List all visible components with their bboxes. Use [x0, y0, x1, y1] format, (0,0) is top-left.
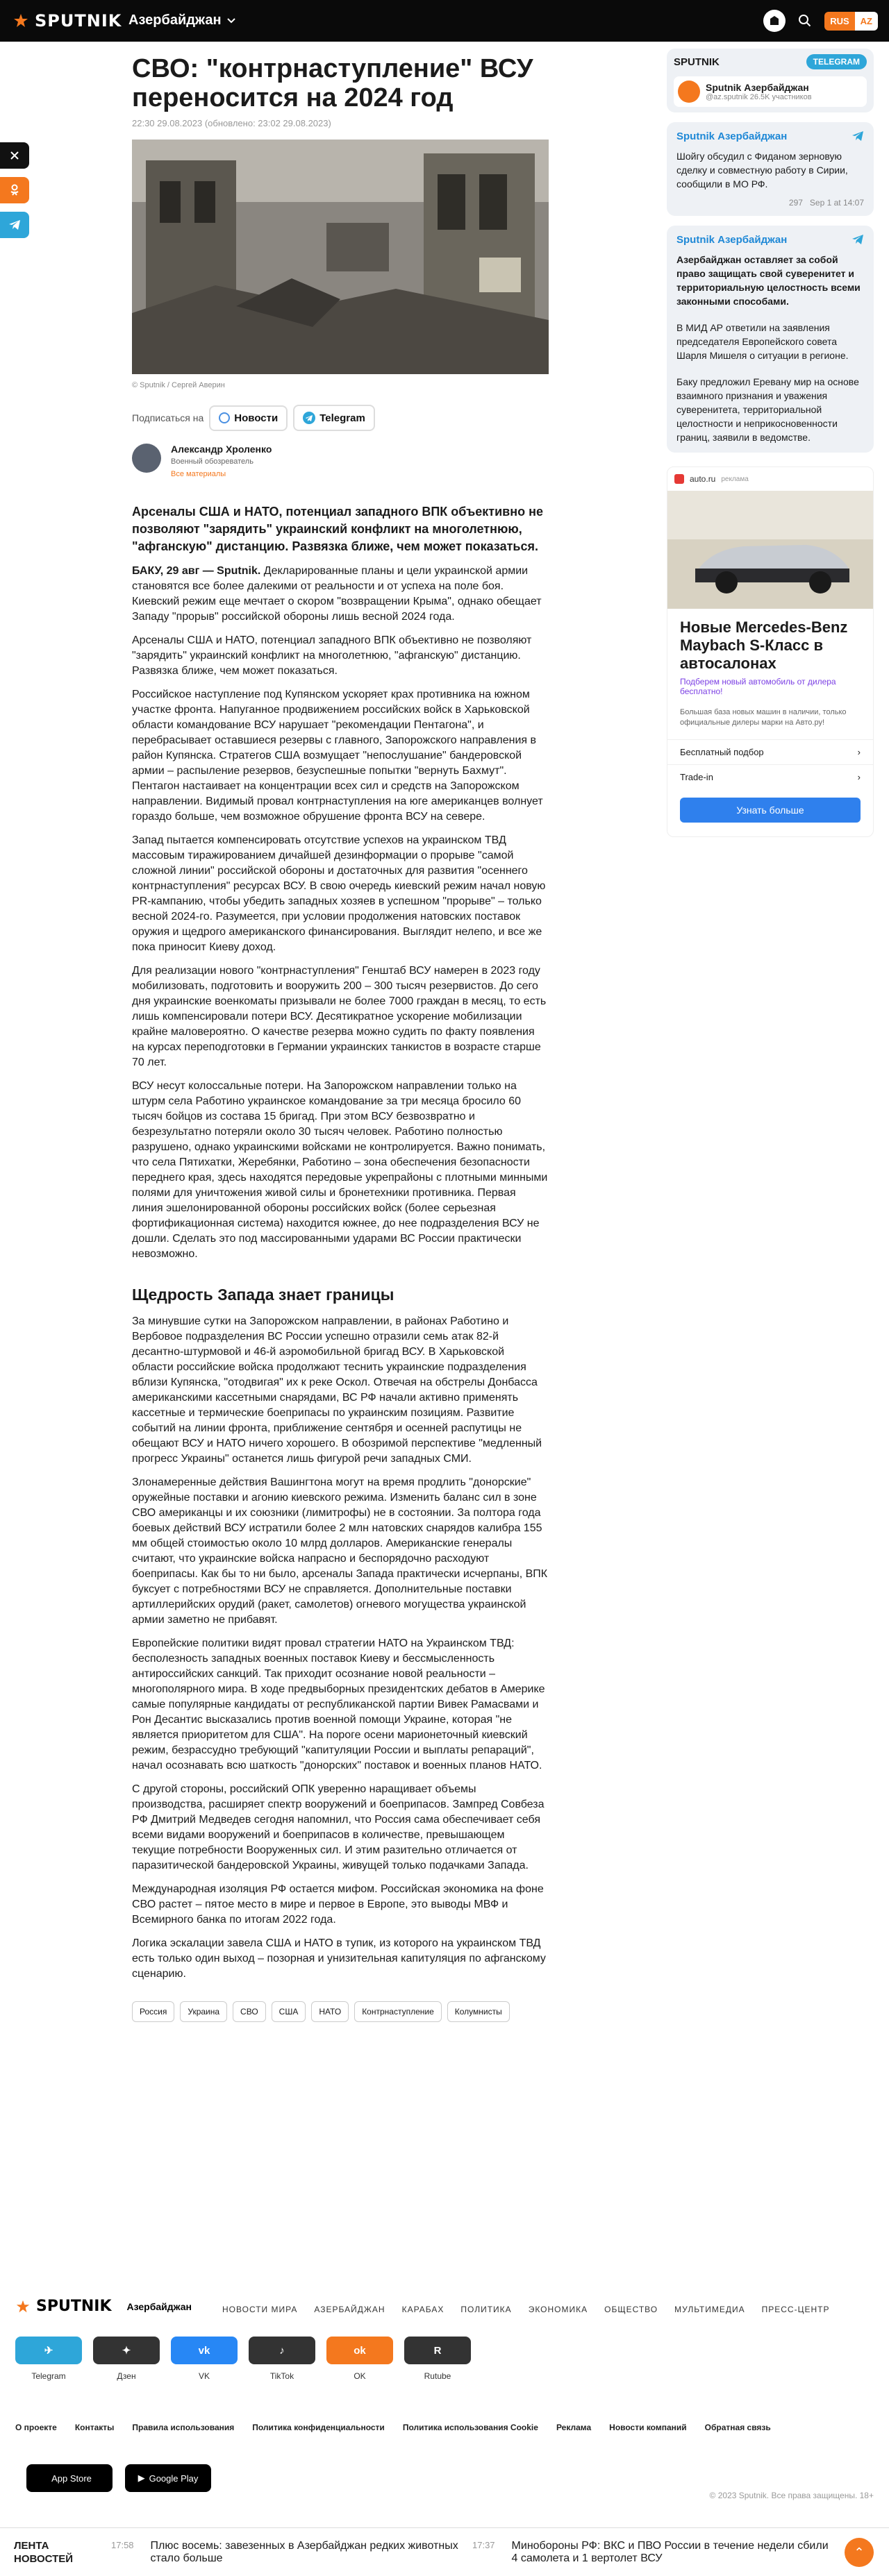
chevron-down-icon — [227, 18, 235, 24]
post-time: Sep 1 at 14:07 — [809, 198, 864, 208]
footer-nav-item[interactable]: КАРАБАХ — [401, 2305, 444, 2314]
paragraph: За минувшие сутки на Запорожском направлении, в районах Работино и Вербовое подразделения ВС России успешно отразили семь атак 82-й десантно-штурмовой и 46-й аэромобильной бригад ВСУ. В Харьковской области российские войска продолжают теснить украинские подразделения вблизи Купянска, "отодвигая" их к реке Оскол. Отвечая на обстрелы Донбасса американскими кассетными снарядами, ВС РФ начали активно применять кассетные и термические боеприпасы по украинским позициям. Развитие событий на линии фронта, приближение сентября и осенней распутицы не обещают ВСУ и НАТО ничего хорошего. В обозримой перспективе "медленный прогресс Украины" останется лишь фигурой речи западных СМИ. — [132, 1315, 542, 1465]
post-author: Sputnik Азербайджан — [676, 131, 788, 142]
tag-list — [132, 2001, 549, 2022]
paragraph: Для реализации нового "контрнаступления" Генштаб ВСУ намерен в 2023 году мобилизовать, подготовить и вооружить 200 – 300 тысяч резервистов. До сего дня украинские военкоматы призывали не более 7000 граждан в месяц, то есть лишь компенсировали потери ВСУ. Десятикратное ускорение мобилизации крайне маловероятно. О качестве резерва можно судить по факту появления на курсах переподготовки в Германии украинских танкистов в возрасте старше 70 лет. — [132, 965, 547, 1068]
channel-name[interactable]: Sputnik Азербайджан — [706, 82, 809, 93]
search-icon[interactable] — [798, 14, 812, 28]
tag[interactable]: Колумнисты — [447, 2001, 510, 2022]
footer-link[interactable]: Правила использования — [132, 2423, 235, 2432]
paragraph-text: Декларированные планы и цели украинской армии становятся все более далекими от реальности и от успеха на поле боя. Киевский режим еще мечтает о скором "возвращении Крыма", однако обещает Западу "прорыв" российской обороны лишь весной 2024 года. — [132, 565, 542, 623]
widget-logo: SPUTNIK — [674, 56, 720, 68]
paragraph: Логика эскалации завела США и НАТО в тупик, из которого на украинском ТВД есть только один выход – позорная и унизительная капитуляция по афганскому сценарию. — [132, 1937, 546, 1980]
footer-nav-item[interactable]: АЗЕРБАЙДЖАН — [314, 2305, 385, 2314]
ticker-item[interactable] — [472, 2540, 833, 2565]
subscribe-bar — [132, 405, 549, 431]
avatar[interactable] — [132, 444, 161, 473]
ad-option[interactable] — [667, 764, 873, 789]
article-date: 22:30 29.08.2023 (обновлено: 23:02 29.08.2023) — [132, 118, 331, 128]
language-switch[interactable] — [824, 12, 878, 31]
google-play-label: Google Play — [149, 2473, 199, 2484]
share-ok-button[interactable] — [0, 177, 29, 203]
region-label: Азербайджан — [128, 12, 222, 28]
post-text: Баку предложил Еревану мир на основе взаимного признания и уважения суверенитета, территориальной целостности и неприкосновенности границ, заявили в ведомстве. — [676, 376, 859, 443]
ad-source: auto.ru — [690, 474, 716, 484]
news-ticker — [0, 2527, 889, 2576]
ticker-time: 17:37 — [472, 2539, 495, 2550]
telegram-post[interactable] — [667, 226, 874, 453]
social-telegram[interactable] — [15, 2337, 82, 2381]
telegram-icon — [851, 234, 864, 245]
ticker-text: Плюс восемь: завезенных в Азербайджан редких животных стало больше — [150, 2539, 458, 2564]
chevron-up-icon: ⌃ — [854, 2545, 865, 2559]
footer-link[interactable]: Политика конфиденциальности — [252, 2423, 385, 2432]
rutube-icon: R — [404, 2337, 471, 2364]
tiktok-icon: ♪ — [249, 2337, 315, 2364]
chevron-right-icon: › — [857, 772, 861, 782]
social-rutube[interactable] — [404, 2337, 471, 2381]
footer-nav-item[interactable]: ОБЩЕСТВО — [604, 2305, 658, 2314]
ad-description: Большая база новых машин в наличии, только официальные дилеры марки на Авто.ру! — [680, 708, 847, 727]
author-block — [132, 444, 549, 478]
copyright: © 2023 Sputnik. Все права защищены. 18+ — [709, 2491, 874, 2500]
subscribe-telegram-label: Telegram — [319, 412, 365, 424]
post-text: В МИД АР ответили на заявления председателя Европейского совета Шарля Мишеля о ситуации в регионе. — [676, 322, 849, 361]
channel-handle: @az.sputnik 26.5K участников — [706, 93, 812, 101]
social-label: Дзен — [117, 2371, 136, 2381]
paragraph: Российское наступление под Купянском ускоряет крах противника на южном участке фронта. Напуганное продвижением российских войск в Харьковской области командование ВСУ нарушает "рекомендации Пентагона", и перебрасывает оставшиеся резервы с главного, Запорожского направления в район Купянска. Стратегов США возмущает "непослушание" бандеровской армии – распыление резервов, безуспешные попытки "вернуть Бахмут". Пентагон настаивает на концентрации всех сил и средств на Запорожском направлении. Видимый провал контрнаступления на юге американцев волнует гораздо больше, чем возможное обрушение фронта ВСУ на севере. — [132, 689, 543, 823]
footer-link[interactable]: Обратная связь — [704, 2423, 771, 2432]
app-badges — [26, 2464, 211, 2492]
ad-title: Новые Mercedes-Benz Maybach S-Класс в автосалонах — [680, 618, 848, 672]
image-caption: © Sputnik / Сергей Аверин — [132, 381, 225, 389]
dateline: БАКУ, 29 авг — Sputnik. — [132, 565, 261, 577]
logo-text: SPUTNIK — [36, 2298, 112, 2315]
paragraph: Злонамеренные действия Вашингтона могут на время продлить "донорские" оружейные поставки и агонию киевского режима. Изменить баланс сил в зоне СВО американцы и их союзники (лимитрофы) не в состоянии. За полтора года боевых действий ВСУ истратили более 2 млн натовских снарядов калибра 155 мм общей стоимостью около 10 млрд долларов. Американские генералы считают, что украинские войска напрасно и беспорядочно расходуют боеприпасы. Как бы то ни было, арсеналы Запада практически исчерпаны, ВПК буксует с потребностями ВСУ не справляется. Дополнительные поставки артиллерийских орудий (ракет, самолетов) огневого могущества украинской армии заметно не прибавят. — [132, 1476, 548, 1626]
ad-option-label: Бесплатный подбор — [680, 747, 764, 757]
social-links — [15, 2337, 471, 2381]
ad-cta-button[interactable]: Узнать больше — [680, 798, 861, 823]
social-label: Rutube — [424, 2371, 451, 2381]
ok-icon — [10, 184, 19, 196]
social-vk[interactable] — [171, 2337, 238, 2381]
footer-nav — [222, 2305, 829, 2314]
ad-option[interactable] — [667, 739, 873, 764]
social-label: VK — [198, 2371, 210, 2381]
post-text: Шойгу обсудил с Фиданом зерновую сделку и совместную работу в Сирии, сообщили в МО РФ. — [676, 151, 848, 190]
tag[interactable]: Россия — [132, 2001, 174, 2022]
footer-link[interactable]: О проекте — [15, 2423, 57, 2432]
article-lead: Арсеналы США и НАТО, потенциал западного ВПК объективно не позволяют "зарядить" украинский конфликт на многолетнюю, "афганскую" дистанцию. Развязка ближе, чем может показаться. — [132, 505, 543, 553]
sputnik-star-icon — [13, 12, 29, 29]
share-telegram-button[interactable] — [0, 212, 29, 238]
paragraph: ВСУ несут колоссальные потери. На Запорожском направлении только на штурм села Работино украинское командование за три месяца бросило 60 тысяч бойцов из состава 15 бригад. При этом ВСУ безвозвратно и безрезультатно потеряли около 30 тысяч человек. Работино полностью разрушено, однако украинскими войсками не контролируется. Важно понимать, что села Пятихатки, Жеребянки, Работино – зона обеспечения безопасности переднего края, здесь находятся передовые укрепрайоны с плотными минными полями для уничтожения живой силы и бронетехники противника. Первая линия эшелонированной обороны российских войск (более серьезная фортификационная система) находится южнее, до нее подразделения ВСУ не дошли. Сделать это под массированными ударами ВС России практически невозможно. — [132, 1080, 548, 1260]
telegram-icon — [851, 131, 864, 142]
x-icon — [10, 151, 19, 160]
paragraph: Арсеналы США и НАТО, потенциал западного ВПК объективно не позволяют "зарядить" украинский конфликт на многолетнюю, "афганскую" дистанцию. Развязка ближе, чем может показаться. — [132, 634, 532, 677]
author-role: Военный обозреватель — [171, 457, 254, 466]
ok-icon: ok — [326, 2337, 393, 2364]
footer-nav-item[interactable]: ПОЛИТИКА — [460, 2305, 512, 2314]
telegram-icon — [8, 219, 21, 230]
telegram-badge[interactable]: TELEGRAM — [806, 54, 867, 69]
subscribe-news-button[interactable] — [209, 405, 288, 431]
social-label: OK — [354, 2371, 366, 2381]
telegram-icon: ✈ — [15, 2337, 82, 2364]
ad-label: реклама — [721, 475, 749, 483]
dzen-icon: ✦ — [93, 2337, 160, 2364]
ad-note: Подберем новый автомобиль от дилера бесплатно! — [680, 677, 836, 696]
app-store-label: App Store — [51, 2473, 92, 2484]
auto-ru-icon — [674, 474, 684, 484]
lang-az[interactable]: AZ — [855, 12, 878, 31]
lang-ru[interactable]: RUS — [824, 12, 854, 31]
tag[interactable]: Украина — [180, 2001, 227, 2022]
social-label: Telegram — [31, 2371, 66, 2381]
tag[interactable]: СВО — [233, 2001, 266, 2022]
ticker-label[interactable]: ЛЕНТА НОВОСТЕЙ — [14, 2539, 74, 2565]
footer — [0, 2284, 889, 2576]
telegram-post[interactable] — [667, 122, 874, 216]
destroyed-building-image — [132, 140, 549, 374]
ticker-time: 17:58 — [111, 2539, 134, 2550]
footer-links — [15, 2423, 771, 2432]
region-selector[interactable] — [128, 12, 235, 28]
footer-link[interactable]: Контакты — [74, 2423, 115, 2432]
subscribe-label: Подписаться на — [132, 412, 204, 423]
subscribe-news-label: Новости — [234, 412, 279, 424]
share-x-button[interactable] — [0, 142, 29, 169]
footer-link[interactable]: Политика использования Cookie — [402, 2423, 538, 2432]
post-author: Sputnik Азербайджан — [676, 234, 788, 246]
scroll-up-button[interactable] — [845, 2538, 874, 2567]
profile-icon[interactable] — [763, 10, 786, 32]
footer-link[interactable]: Новости компаний — [609, 2423, 687, 2432]
tag[interactable]: США — [272, 2001, 306, 2022]
app-store-button[interactable] — [26, 2464, 113, 2492]
ticker-item[interactable] — [111, 2540, 472, 2565]
play-icon: ▶ — [138, 2473, 145, 2483]
top-bar — [0, 0, 889, 42]
social-dzen[interactable] — [93, 2337, 160, 2381]
paragraph: Международная изоляция РФ остается мифом. Российская экономика на фоне СВО растет – пятое место в мире и первое в Европе, это выводы МВФ и Всемирного банка по итогам 2022 года. — [132, 1883, 544, 1926]
footer-region: Азербайджан — [126, 2300, 192, 2312]
post-bold-text: Азербайджан оставляет за собой право защищать свой суверенитет и территориальную целостность всеми законными способами. — [676, 254, 861, 307]
footer-logo[interactable] — [15, 2298, 192, 2315]
share-panel — [0, 142, 29, 246]
subscribe-telegram-button[interactable] — [293, 405, 375, 431]
author-all-materials-link[interactable]: Все материалы — [171, 470, 226, 478]
footer-nav-item[interactable]: НОВОСТИ МИРА — [222, 2305, 298, 2314]
footer-nav-item[interactable]: ПРЕСС-ЦЕНТР — [761, 2305, 830, 2314]
google-play-button[interactable] — [125, 2464, 211, 2492]
sidebar — [667, 49, 874, 837]
article — [132, 42, 549, 2022]
footer-nav-item[interactable]: ЭКОНОМИКА — [528, 2305, 588, 2314]
channel-avatar — [678, 81, 700, 103]
ticker-text: Минобороны РФ: ВКС и ПВО России в течение недели сбили 4 самолета и 1 вертолет ВСУ — [511, 2539, 829, 2564]
vk-icon: vk — [171, 2337, 238, 2364]
chevron-right-icon: › — [857, 747, 861, 757]
social-label: TikTok — [269, 2371, 294, 2381]
author-name[interactable]: Александр Хроленко — [171, 444, 272, 455]
tag[interactable]: НАТО — [311, 2001, 349, 2022]
paragraph: Европейские политики видят провал стратегии НАТО на Украинском ТВД: бесполезность западных военных поставок Киеву и бессмысленность антироссийских санкций. Так приходит осознание новой реальности – многополярного мира. В ходе предвыборных президентских дебатов в Америке самые популярные кандидаты от республиканской партии Вивек Рамасвами и Рон Десантис высказались против военной помощи Украине, которая "не является приоритетом для США". На пороге осени марионеточный киевский режим, безрассудно требующий "капитуляции России и выплаты репараций", начал осознавать всю шаткость "донорских" поставок и военных планов НАТО. — [132, 1638, 545, 1771]
paragraph — [132, 564, 549, 625]
telegram-icon — [303, 412, 315, 424]
section-heading: Щедрость Запада знает границы — [132, 1286, 394, 1304]
footer-link[interactable]: Реклама — [556, 2423, 592, 2432]
telegram-widget — [667, 49, 874, 112]
hero-image[interactable] — [132, 140, 549, 374]
tag[interactable]: Контрнаступление — [354, 2001, 442, 2022]
sputnik-logo[interactable] — [13, 12, 122, 29]
car-image — [667, 491, 874, 609]
post-views: 297 — [788, 198, 803, 208]
paragraph: Запад пытается компенсировать отсутствие успехов на украинском ТВД массовым тиражированием дичайшей дезинформации о прорыве "самой сложной линии" российской обороны и достаточных для развития "осеннего контрнаступления" ресурсах ВСУ. В свою очередь киевский режим начал новую PR-кампанию, чтобы убедить западных хозяев в успешном "прорыве" – только весной 2024-го. Разумеется, при условии продолжения натовских поставок оружия и щедрого американского финансирования. Выглядит нелепо, и все же пока приносит Киеву доход. — [132, 834, 546, 953]
page-title: СВО: "контрнаступление" ВСУ переносится на 2024 год — [132, 54, 533, 112]
logo-text: SPUTNIK — [35, 11, 122, 31]
ad-option-label: Trade-in — [680, 772, 713, 782]
news-icon — [219, 412, 230, 423]
footer-nav-item[interactable]: МУЛЬТИМЕДИА — [674, 2305, 745, 2314]
social-ok[interactable] — [326, 2337, 393, 2381]
sputnik-star-icon — [15, 2299, 31, 2314]
social-tiktok[interactable] — [249, 2337, 315, 2381]
advertisement[interactable] — [667, 466, 874, 837]
paragraph: С другой стороны, российский ОПК уверенно наращивает объемы производства, расширяет спектр вооружений и боеприпасов. Зампред Совбеза РФ Дмитрий Медведев сегодня напомнил, что Россия сама обеспечивает себя всеми видами вооружений и боеприпасов в количестве, превышающем текущие потребности Вооруженных сил. И этим разительно отличается от паразитической бандеровской Украины, живущей только подачками Запада. — [132, 1783, 545, 1871]
